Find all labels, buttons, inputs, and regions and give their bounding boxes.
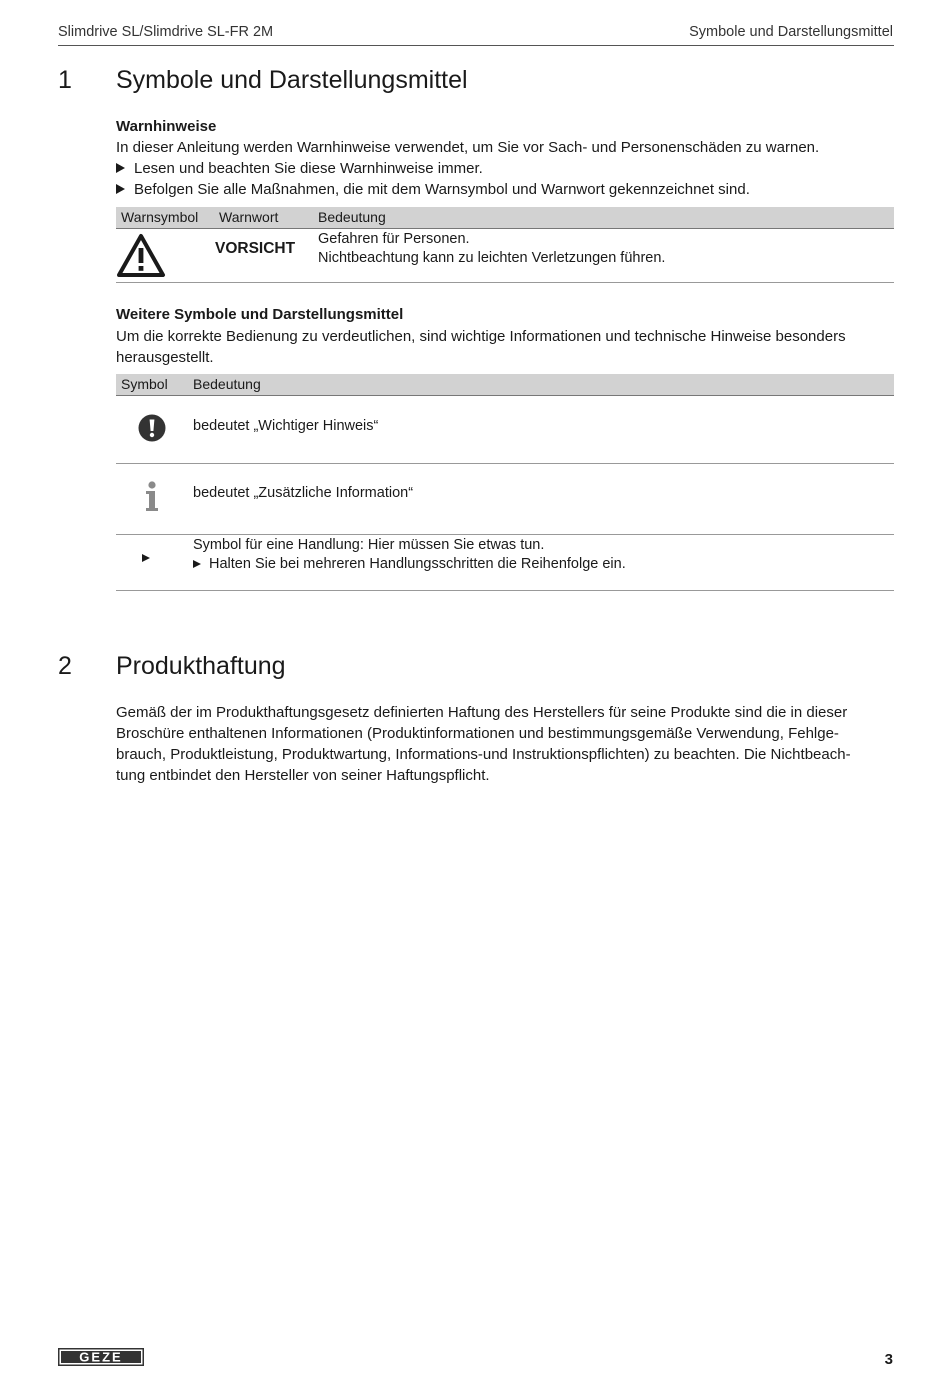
- liability-paragraph-line: Gemäß der im Produkthaftungsgesetz definierten Haftung des Herstellers für seine Produkte sind die in dieser: [116, 704, 848, 721]
- section-number: 2: [58, 652, 72, 680]
- warnings-heading: Warnhinweise: [116, 118, 217, 135]
- info-icon: [143, 481, 161, 513]
- col-bedeutung: Bedeutung: [318, 209, 386, 225]
- warning-meaning-line1: Gefahren für Personen.: [318, 231, 470, 247]
- bullet-triangle-icon: [193, 560, 201, 568]
- liability-paragraph-line: Broschüre enthaltenen Informationen (Produktinformationen und bestimmungsgemäße Verwendung, Fehlge-: [116, 725, 839, 742]
- col-symbol: Symbol: [121, 376, 168, 392]
- page-number: 3: [884, 1351, 893, 1368]
- section-title: Produkthaftung: [116, 652, 286, 680]
- table-rule: [116, 282, 894, 283]
- table-rule: [116, 590, 894, 591]
- more-symbols-heading: Weitere Symbole und Darstellungsmittel: [116, 306, 404, 323]
- warning-meaning-line2: Nichtbeachtung kann zu leichten Verletzungen führen.: [318, 250, 666, 266]
- more-symbols-intro: Um die korrekte Bedienung zu verdeutlichen, sind wichtige Informationen und technische Hinweise besonders herausgestellt.: [116, 328, 846, 366]
- header-doc-title: Slimdrive SL/Slimdrive SL-FR 2M: [58, 24, 274, 40]
- table-rule: [116, 463, 894, 464]
- liability-paragraph-line: brauch, Produktleistung, Produktwartung, Informations-und Instruktionspflichten) zu beachten. Die Nichtbeach-: [116, 746, 851, 763]
- table-rule: [116, 534, 894, 535]
- section-number: 1: [58, 66, 72, 94]
- liability-paragraph-line: tung entbindet den Hersteller von seiner Haftungspflicht.: [116, 767, 490, 784]
- col-warnsymbol: Warnsymbol: [121, 209, 199, 225]
- bullet-triangle-icon: [116, 184, 125, 194]
- important-exclamation-icon: [138, 414, 166, 442]
- warnings-intro: In dieser Anleitung werden Warnhinweise verwendet, um Sie vor Sach- und Personenschäden zu warnen.: [116, 139, 820, 156]
- section-title: Symbole und Darstellungsmittel: [116, 66, 468, 94]
- header-chapter-title: Symbole und Darstellungsmittel: [689, 24, 893, 40]
- symbol-meaning: bedeutet „Wichtiger Hinweis“: [193, 418, 379, 434]
- col-bedeutung: Bedeutung: [193, 376, 261, 392]
- warning-triangle-icon: [116, 233, 166, 278]
- col-warnwort: Warnwort: [219, 209, 279, 225]
- action-triangle-icon: [142, 554, 150, 562]
- symbol-table-header: [116, 374, 894, 396]
- warning-word: VORSICHT: [215, 240, 296, 257]
- symbol-meaning: Symbol für eine Handlung: Hier müssen Sie etwas tun.: [193, 537, 545, 553]
- symbol-meaning: bedeutet „Zusätzliche Information“: [193, 485, 414, 501]
- bullet-triangle-icon: [116, 163, 125, 173]
- header-rule: [58, 45, 894, 46]
- bullet-item: Befolgen Sie alle Maßnahmen, die mit dem Warnsymbol und Warnwort gekennzeichnet sind.: [116, 179, 750, 200]
- bullet-item: Lesen und beachten Sie diese Warnhinweise immer.: [116, 158, 483, 179]
- symbol-sub-step: Halten Sie bei mehreren Handlungsschritten die Reihenfolge ein.: [193, 555, 626, 574]
- geze-logo: [58, 1348, 144, 1366]
- svg-text:GEZE: GEZE: [79, 1349, 123, 1365]
- warn-table-header: [116, 207, 894, 229]
